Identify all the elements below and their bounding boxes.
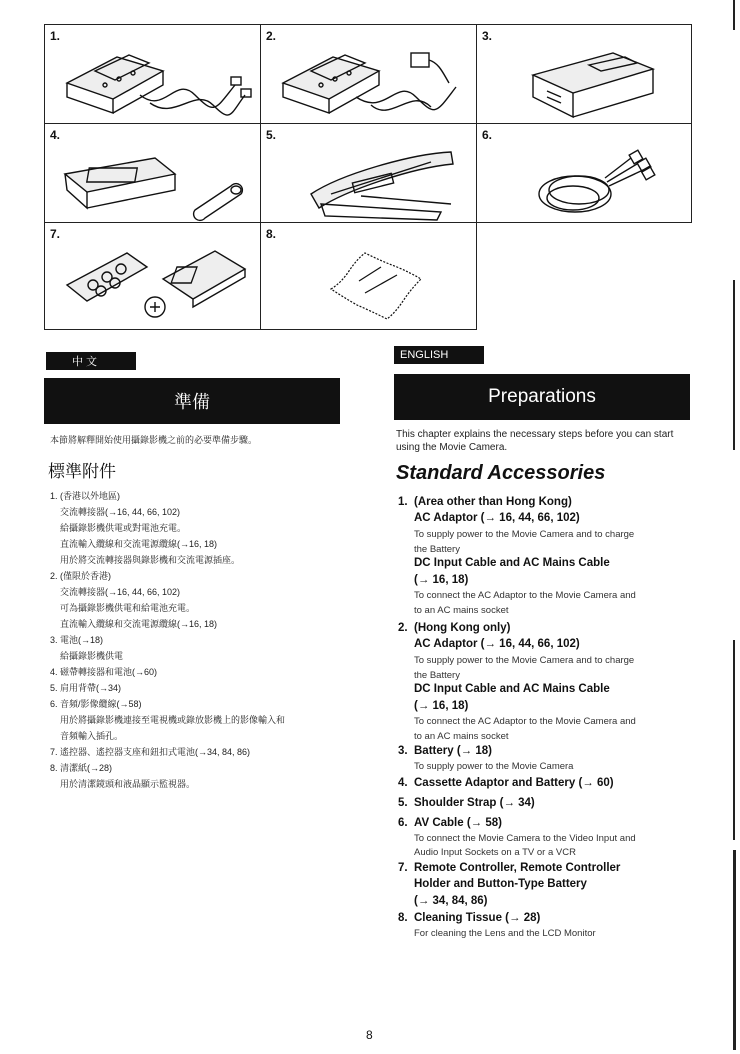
item-line: AC Adaptor (→ 16, 44, 66, 102) [414,512,580,524]
scan-edge-mark [733,280,735,450]
item-line: to an AC mains socket [414,731,509,742]
chinese-title: 準備 [174,392,210,412]
scan-edge-mark [733,850,736,1050]
chinese-title-bar [44,378,340,424]
accessory-cell-5 [260,123,477,223]
item-line: the Battery [414,544,460,555]
item-number: 4. [398,777,408,789]
accessory-image-grid [44,24,692,330]
item-line: Cassette Adaptor and Battery (→ 60) [414,777,614,789]
item-line: To supply power to the Movie Camera and to charge [414,655,635,666]
chinese-line: 音頻輸入插孔。 [60,731,124,741]
remote-controller-holder-battery-illustration [45,223,262,331]
av-cable-illustration [477,124,693,224]
item-line: To connect the AC Adaptor to the Movie Camera and [414,716,636,727]
item-line: DC Input Cable and AC Mains Cable [414,557,610,569]
english-language-tab [394,346,484,364]
item-line: (Area other than Hong Kong) [414,496,572,508]
cell-number: 8. [266,227,277,241]
chinese-line: 用於將攝錄影機連接至電視機或錄放影機上的影像輸入和 [60,715,286,725]
item-line: Remote Controller, Remote Controller [414,862,621,874]
item-line: To connect the AC Adaptor to the Movie Camera and [414,590,636,601]
item-line: (→ 16, 18) [414,574,469,586]
chinese-line: 6. 音頻/影像纜線(→58) [50,699,142,709]
cassette-adaptor-and-battery-illustration [45,124,262,224]
chinese-line: 1. (香港以外地區) [50,491,121,501]
cell-number: 7. [50,227,61,241]
chinese-line: 交流轉接器(→16, 44, 66, 102) [60,507,181,517]
item-line: To supply power to the Movie Camera and to charge [414,529,635,540]
item-line: (→ 16, 18) [414,700,469,712]
accessory-cell-6 [476,123,692,223]
item-number: 2. [398,622,408,634]
chinese-language-label: 中 文 [72,356,98,368]
chinese-line: 給攝錄影機供電或對電池充電。 [60,523,187,533]
english-intro: This chapter explains the necessary steps before you can start using the Movie Camera. [396,429,674,453]
chinese-language-tab [46,352,136,370]
english-heading: Standard Accessories [396,462,606,484]
accessory-cell-1 [44,24,261,124]
chinese-line: 7. 遙控器、遙控器支座和鈕扣式電池(→34, 84, 86) [50,747,251,757]
chinese-line: 4. 磁帶轉接器和電池(→60) [50,667,158,677]
item-line: (Hong Kong only) [414,622,511,634]
chinese-line: 用於清潔鏡頭和液晶顯示監視器。 [60,779,196,789]
item-line: the Battery [414,670,460,681]
item-number: 5. [398,797,408,809]
item-number: 7. [398,862,408,874]
page-number: 8 [366,1028,373,1042]
chinese-heading: 標準附件 [48,462,116,481]
item-line: (→ 34, 84, 86) [414,895,488,907]
item-line: To supply power to the Movie Camera [414,761,574,772]
item-number: 8. [398,912,408,924]
item-line: Shoulder Strap (→ 34) [414,797,535,809]
item-line: DC Input Cable and AC Mains Cable [414,683,610,695]
item-line: AC Adaptor (→ 16, 44, 66, 102) [414,638,580,650]
item-line: Holder and Button-Type Battery [414,878,587,890]
item-line: Battery (→ 18) [414,745,492,757]
ac-adaptor-hong-kong-illustration [261,25,478,125]
chinese-line: 3. 電池(→18) [50,635,104,645]
item-number: 1. [398,496,408,508]
chinese-line: 交流轉接器(→16, 44, 66, 102) [60,587,181,597]
english-language-label: ENGLISH [400,349,449,361]
ac-adaptor-with-cables-illustration [45,25,262,125]
cell-number: 2. [266,29,277,43]
item-line: Cleaning Tissue (→ 28) [414,912,541,924]
cell-number: 6. [482,128,493,142]
item-line: For cleaning the Lens and the LCD Monitor [414,928,596,939]
chinese-line: 5. 肩用背帶(→34) [50,683,122,693]
scan-edge-mark [733,640,735,840]
accessory-cell-7 [44,222,261,330]
cell-number: 5. [266,128,277,142]
chinese-line: 直流輸入纜線和交流電源纜線(→16, 18) [60,539,218,549]
item-number: 3. [398,745,408,757]
battery-pack-illustration [477,25,693,125]
chinese-line: 8. 清潔紙(→28) [50,763,113,773]
chinese-line: 2. (僅限於香港) [50,571,112,581]
chinese-intro: 本節將解釋開始使用攝錄影機之前的必要準備步驟。 [50,435,258,445]
chinese-line: 給攝錄影機供電 [60,651,124,661]
shoulder-strap-illustration [261,124,478,224]
chinese-line: 可為攝錄影機供電和給電池充電。 [60,603,196,613]
cell-number: 3. [482,29,493,43]
scan-edge-mark [733,0,735,30]
chinese-line: 用於將交流轉接器與錄影機和交流電源插座。 [60,555,241,565]
item-line: to an AC mains socket [414,605,509,616]
item-line: To connect the Movie Camera to the Video Input and [414,833,636,844]
accessory-cell-4 [44,123,261,223]
english-title: Preparations [488,386,596,407]
cleaning-tissue-illustration [261,223,478,331]
item-line: AV Cable (→ 58) [414,817,502,829]
accessory-cell-2 [260,24,477,124]
accessory-cell-3 [476,24,692,124]
item-line: Audio Input Sockets on a TV or a VCR [414,847,576,858]
cell-number: 4. [50,128,61,142]
english-title-bar [394,374,690,420]
cell-number: 1. [50,29,61,43]
chinese-line: 直流輸入纜線和交流電源纜線(→16, 18) [60,619,218,629]
item-number: 6. [398,817,408,829]
accessory-cell-8 [260,222,477,330]
